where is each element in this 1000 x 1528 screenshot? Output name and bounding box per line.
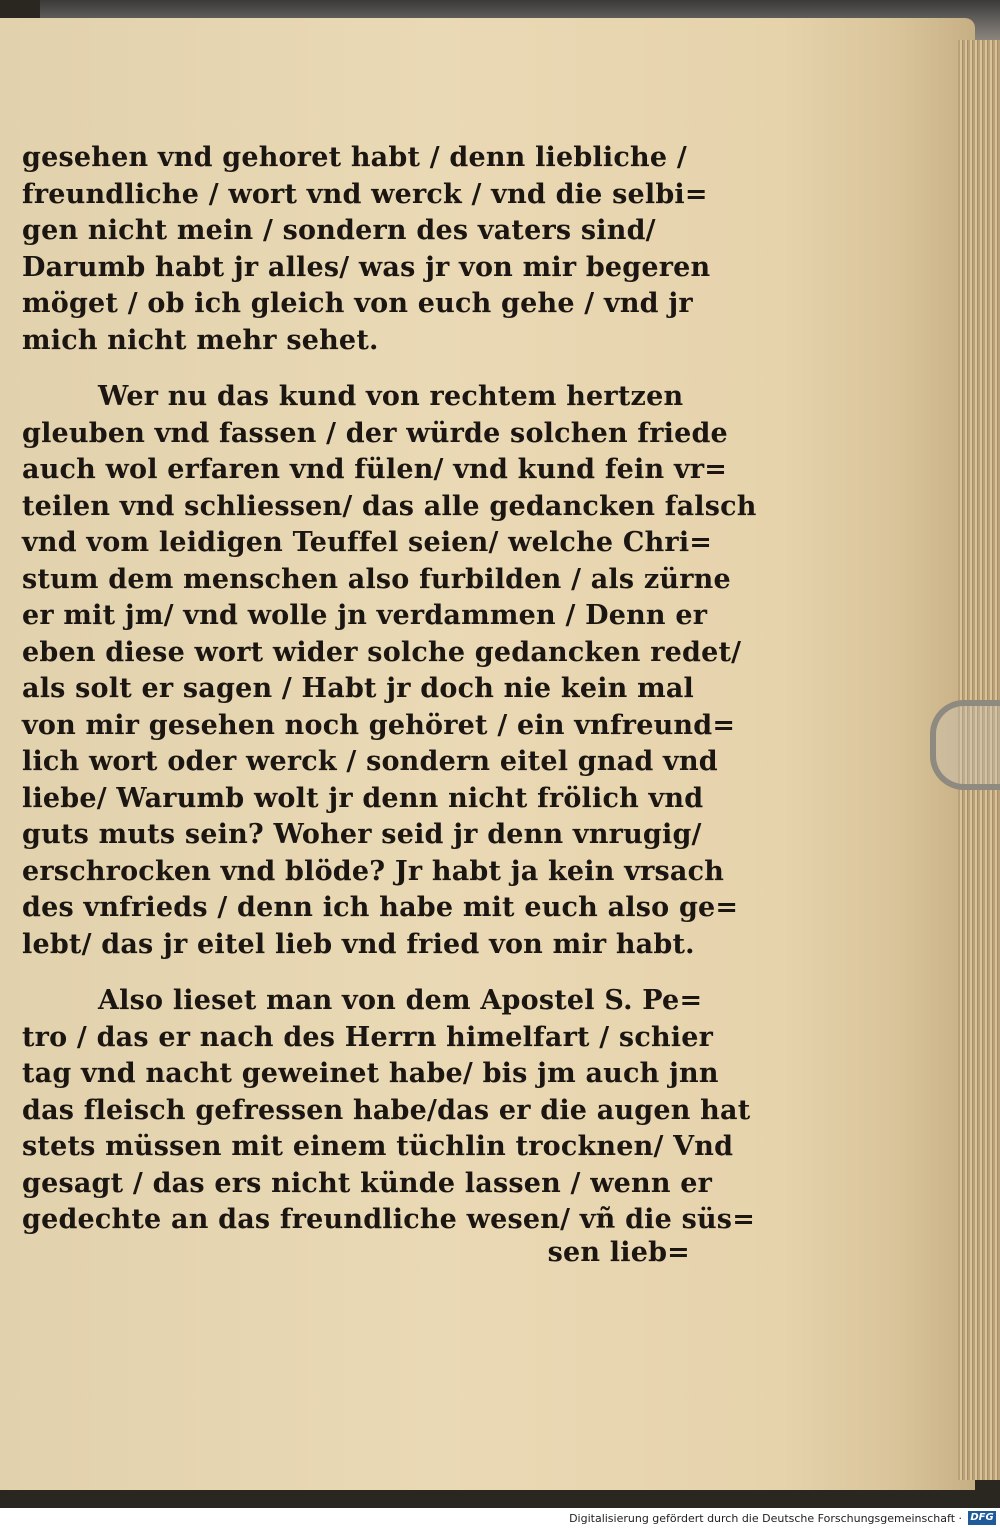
text-line: Also lieset man von dem Apostel S. Pe= — [98, 985, 703, 1016]
text-line: auch wol erfaren vnd fülen/ vnd kund fein vr= — [22, 454, 728, 485]
page-clip — [930, 700, 1000, 790]
paragraph-1 — [22, 140, 712, 359]
text-line: als solt er sagen / Habt jr doch nie kein mal — [22, 673, 695, 704]
text-line: guts muts sein? Woher seid jr denn vnrugig/ — [22, 819, 702, 850]
text-line: das fleisch gefressen habe/das er die augen hat — [22, 1094, 751, 1126]
digitization-footer — [0, 1508, 1000, 1528]
text-line: stets müssen mit einem tüchlin trocknen/ Vnd — [22, 1131, 734, 1162]
text-line: Wer nu das kund von rechtem hertzen — [98, 381, 684, 412]
text-line: tag vnd nacht geweinet habe/ bis jm auch jnn — [22, 1058, 719, 1089]
text-line: lich wort oder werck / sondern eitel gnad vnd — [22, 746, 718, 777]
text-line: tro / das er nach des Herrn himelfart / schier — [22, 1021, 714, 1053]
text-line: gen nicht mein / sondern des vaters sind/ — [22, 215, 656, 246]
text-line: er mit jm/ vnd wolle jn verdammen / Denn er — [22, 600, 708, 631]
text-line: des vnfrieds / denn ich habe mit euch also ge= — [22, 892, 739, 923]
text-line: stum dem menschen also furbilden / als zürne — [22, 563, 731, 595]
text-line: lebt/ das jr eitel lieb vnd fried von mir habt. — [22, 928, 695, 960]
text-line: vnd vom leidigen Teuffel seien/ welche Chri= — [22, 527, 713, 558]
text-line: gesehen vnd gehoret habt / denn liebliche / — [22, 142, 687, 173]
text-line: freundliche / wort vnd werck / vnd die selbi= — [22, 178, 708, 210]
text-line: gedechte an das freundliche wesen/ vñ die süs= — [22, 1204, 756, 1235]
text-line: eben diese wort wider solche gedancken redet/ — [22, 636, 742, 668]
dfg-logo-icon: DFG — [968, 1511, 996, 1525]
text-line: gesagt / das ers nicht künde lassen / wenn er — [22, 1167, 713, 1199]
text-line: mich nicht mehr sehet. — [22, 324, 379, 356]
text-line: erschrocken vnd blöde? Jr habt ja kein vrsach — [22, 855, 725, 887]
page-text — [22, 140, 757, 1293]
paragraph-3 — [22, 983, 756, 1273]
paragraph-2 — [22, 379, 757, 963]
catchword: sen lieb= — [547, 1236, 690, 1268]
text-line: von mir gesehen noch gehöret / ein vnfreund= — [22, 709, 736, 741]
text-line: liebe/ Warumb wolt jr denn nicht frölich vnd — [22, 782, 704, 814]
text-line: teilen vnd schliessen/ das alle gedancken falsch — [22, 490, 757, 522]
text-line: Darumb habt jr alles/ was jr von mir begeren — [22, 251, 711, 283]
text-line: möget / ob ich gleich von euch gehe / vnd jr — [22, 288, 693, 319]
funding-credit: Digitalisierung gefördert durch die Deutsche Forschungsgemeinschaft · — [569, 1511, 962, 1525]
text-line: gleuben vnd fassen / der würde solchen friede — [22, 417, 728, 449]
